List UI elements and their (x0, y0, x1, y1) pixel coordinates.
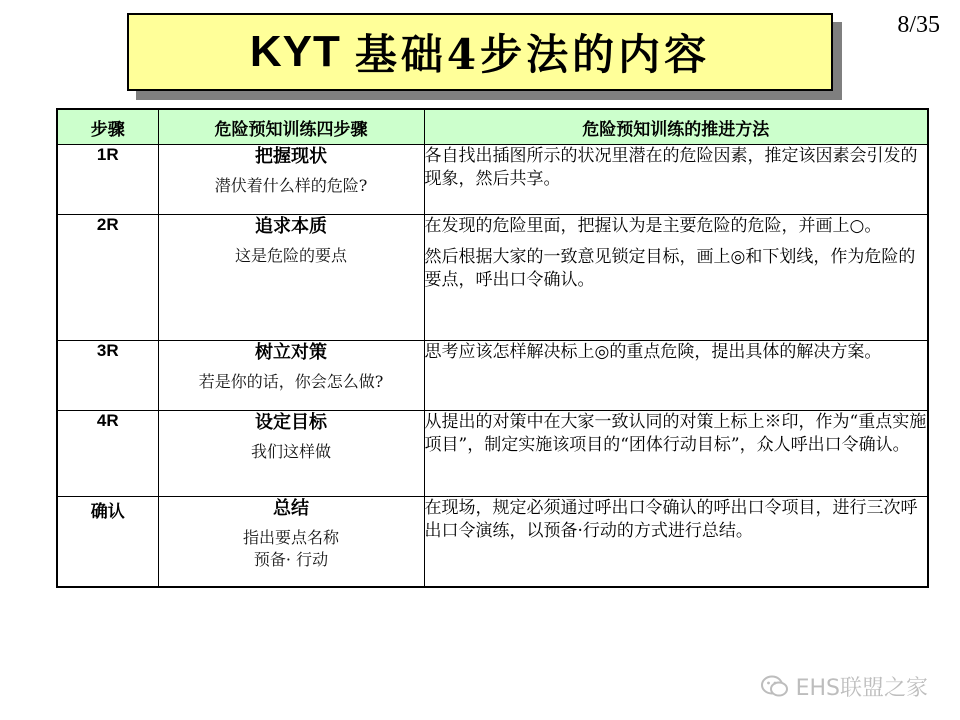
method-text: 在发现的危险里面，把握认为是主要危险的危险，并画上○。 (424, 216, 882, 236)
method-text: 然后根据大家的一致意见锁定目标，画上◎和下划线，作为危险的要点，呼出口令确认。 (424, 247, 916, 290)
step-desc: 我们这样做 (250, 442, 331, 461)
header-step: 步骤 (57, 109, 158, 145)
table-header-row (57, 109, 928, 145)
table-row (57, 411, 928, 497)
step-cell (158, 215, 424, 341)
step-id: 2R (57, 215, 158, 341)
watermark (760, 671, 928, 702)
method-cell (424, 341, 928, 411)
title-latin: KYT (249, 27, 341, 76)
method-cell (424, 497, 928, 587)
step-cell (158, 341, 424, 411)
table-row (57, 497, 928, 587)
method-cell (424, 215, 928, 341)
step-name: 树立对策 (255, 342, 327, 363)
step-desc-line: 指出要点名称 (242, 528, 339, 547)
step-desc: 若是你的话，你会怎么做? (198, 372, 384, 391)
kyt-steps-table (56, 108, 929, 588)
method-cell (424, 145, 928, 215)
step-desc-line: 预备· 行动 (253, 550, 329, 569)
step-name: 把握现状 (255, 146, 327, 167)
step-id: 1R (57, 145, 158, 215)
step-desc: 潜伏着什么样的危险? (214, 176, 368, 195)
step-name: 总结 (273, 498, 309, 519)
header-method: 危险预知训练的推进方法 (424, 109, 928, 145)
header-four-steps: 危险预知训练四步骤 (158, 109, 424, 145)
step-cell (158, 497, 424, 587)
method-text: 思考应该怎样解决标上◎的重点危険，提出具体的解决方案。 (424, 342, 882, 362)
step-cell (158, 411, 424, 497)
table-row (57, 341, 928, 411)
step-id: 确认 (57, 497, 158, 587)
table-row (57, 215, 928, 341)
watermark-text: EHS联盟之家 (795, 676, 928, 701)
step-name: 设定目标 (255, 412, 327, 433)
step-desc: 这是危险的要点 (234, 246, 347, 265)
table-row (57, 145, 928, 215)
method-text: 从提出的对策中在大家一致认同的对策上标上※印，作为“重点实施项目”，制定实施该项目的“团体行动目标”，众人呼出口令确认。 (424, 412, 927, 455)
slide-title (127, 13, 833, 91)
step-id: 3R (57, 341, 158, 411)
step-desc (159, 527, 424, 571)
method-text: 各自找出插图所示的状况里潜在的危险因素，推定该因素会引发的现象，然后共享。 (424, 146, 918, 189)
method-cell (424, 411, 928, 497)
step-cell (158, 145, 424, 215)
page-number: 8/35 (897, 12, 940, 38)
title-cjk: 基础4步法的内容 (354, 30, 711, 79)
wechat-icon (760, 674, 790, 700)
method-text: 在现场，规定必须通过呼出口令确认的呼出口令项目，进行三次呼出口令演练，以预备·行动的方式进行总结。 (424, 498, 918, 541)
step-id: 4R (57, 411, 158, 497)
step-name: 追求本质 (255, 216, 327, 237)
